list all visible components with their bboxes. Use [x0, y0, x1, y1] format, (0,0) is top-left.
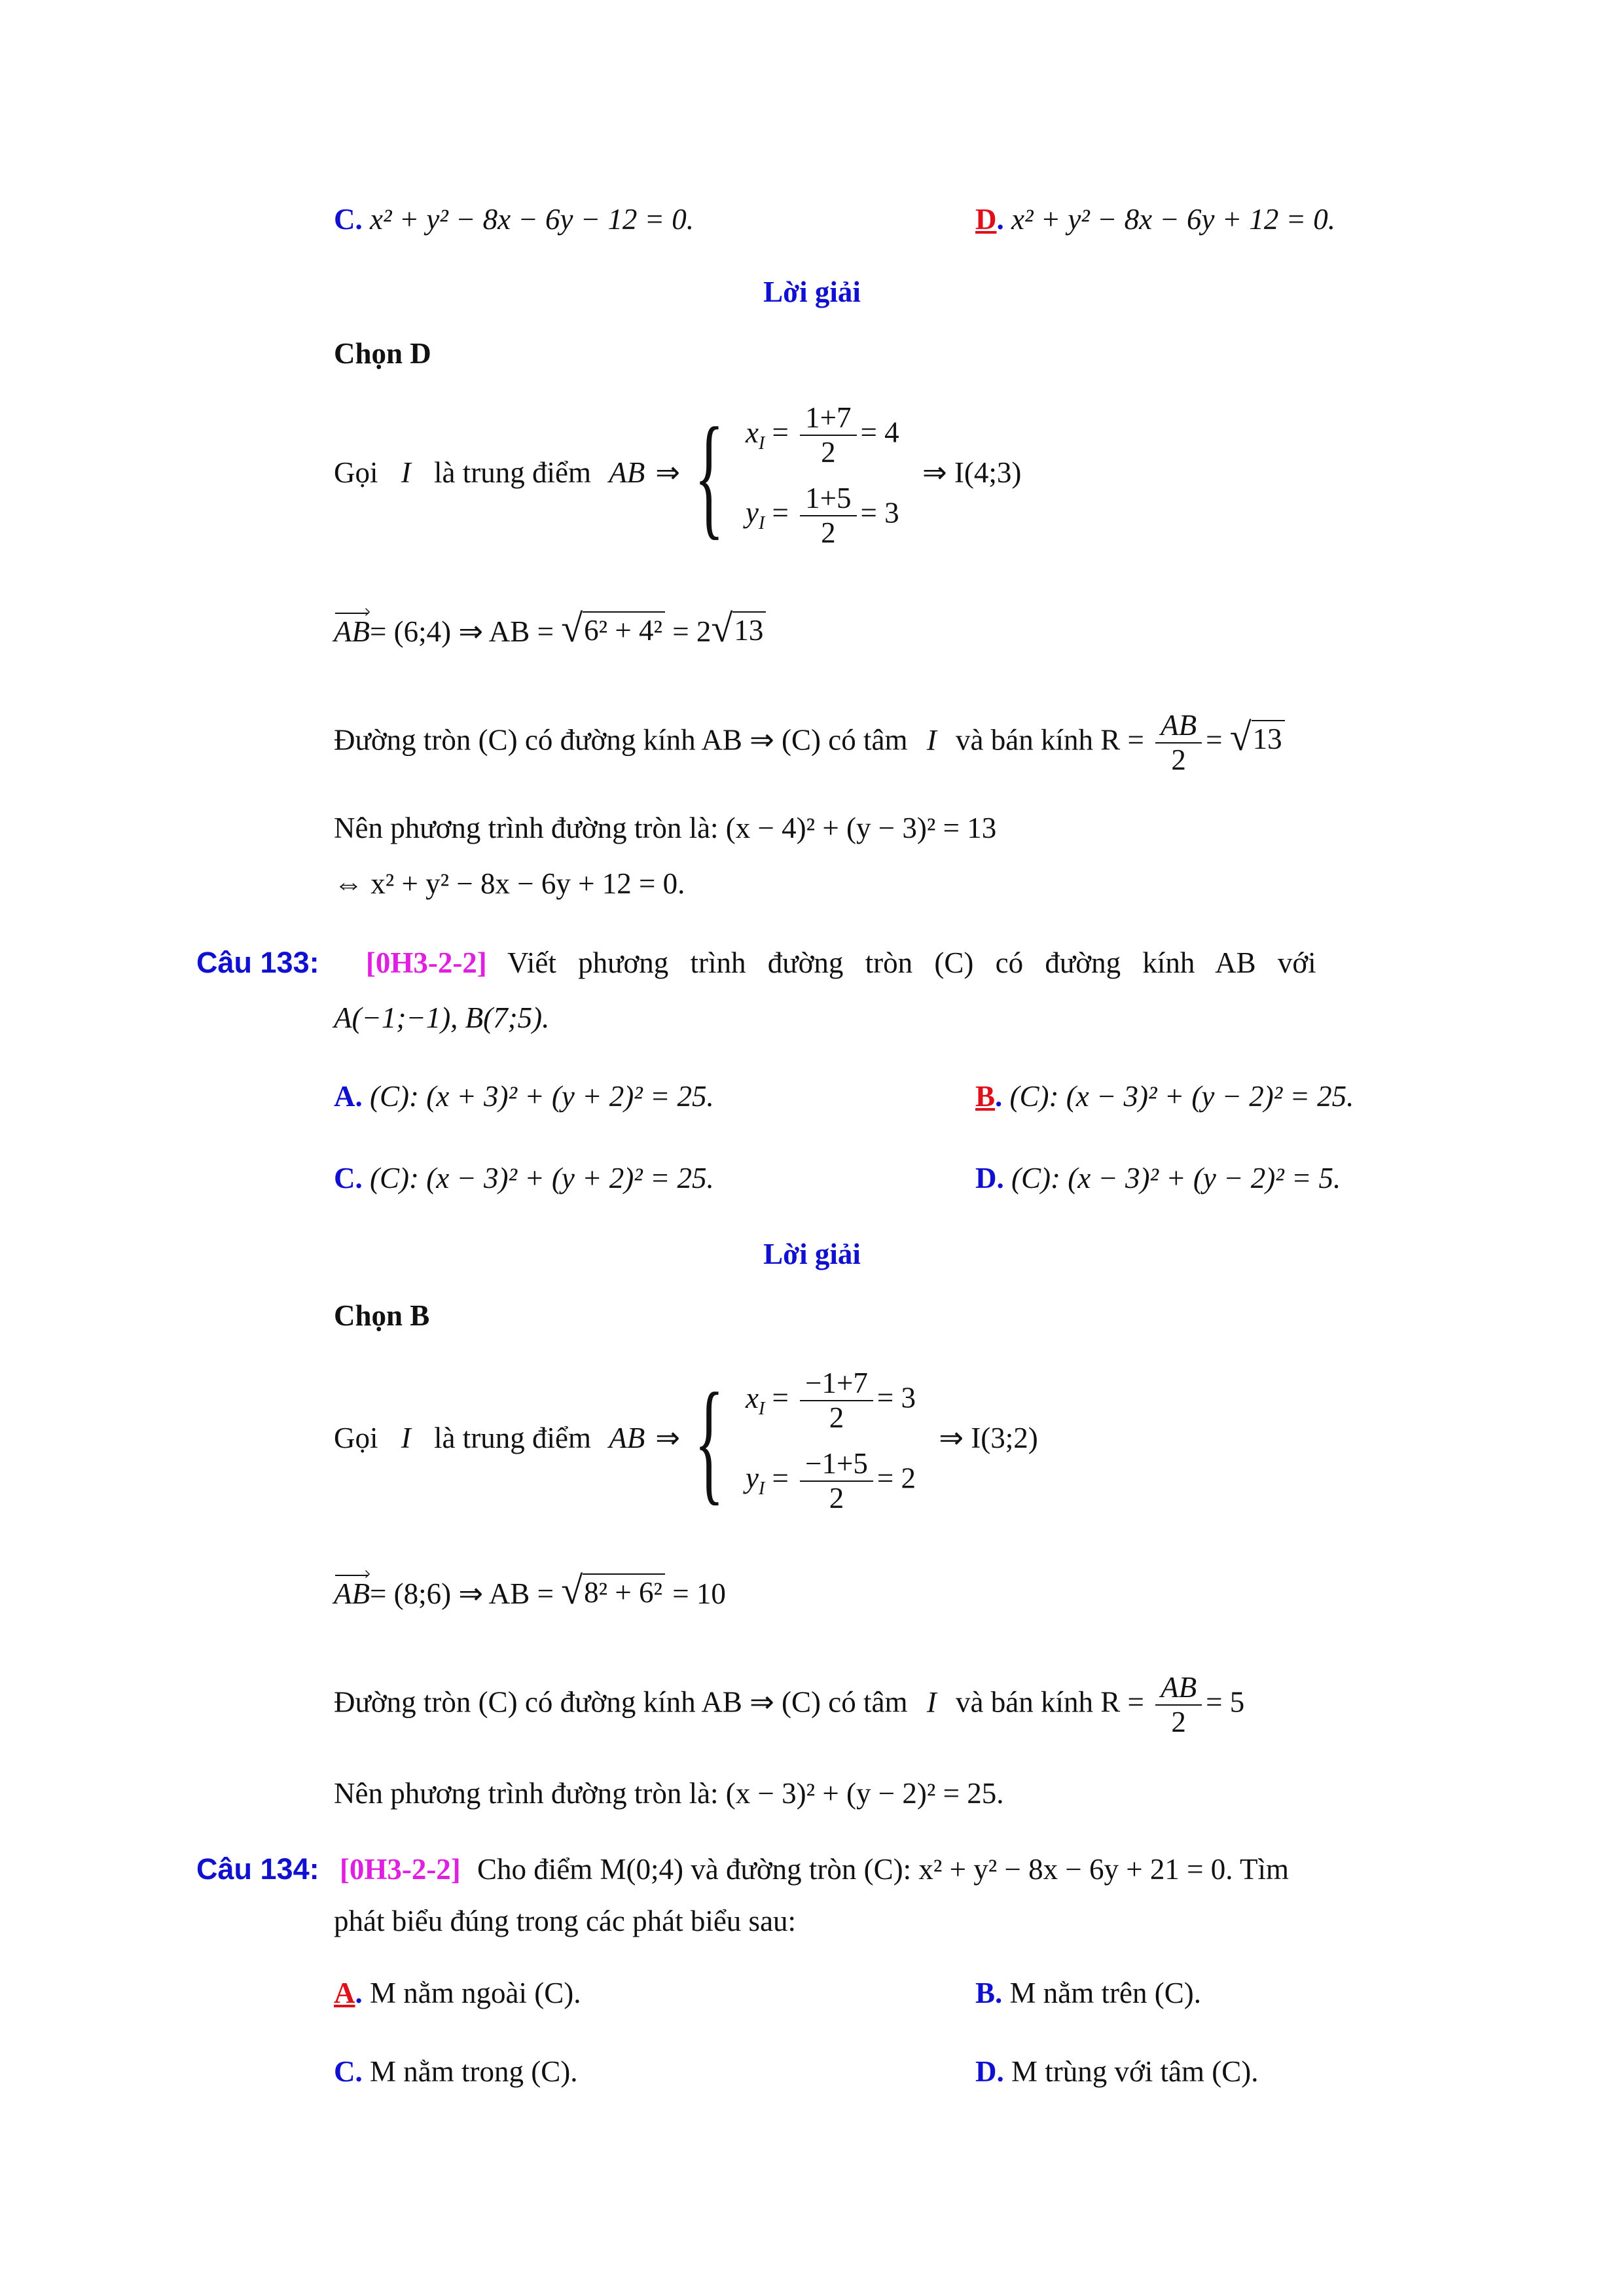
q133-option-b [975, 1080, 1354, 1114]
question-tag: [0H3-2-2] [365, 946, 487, 979]
q134-option-d [975, 2055, 1259, 2089]
xI-result: = 4 [860, 416, 899, 449]
trung-diem-text: là trung điểm [434, 456, 591, 489]
R-numerator: AB [1155, 1672, 1202, 1706]
xI-denominator: 2 [821, 436, 836, 469]
sqrt13-expression: √ 13 [711, 609, 766, 648]
option-equation: (C): (x + 3)² + (y + 2)² = 25. [370, 1080, 714, 1113]
yI-numerator: 1+5 [800, 483, 856, 516]
point-I: I [401, 1421, 411, 1454]
q133-option-d [975, 1162, 1341, 1196]
prev-option-c [334, 203, 694, 237]
option-equation: (C): (x − 3)² + (y − 2)² = 5. [1011, 1162, 1341, 1194]
solution-title: Lời giải [763, 276, 861, 308]
question-134-text-2: phát biểu đúng trong các phát biểu sau: [334, 1905, 797, 1937]
point-I: I [401, 456, 411, 489]
vector-result: = 2 [665, 615, 712, 648]
vector-calc: = (6;4) ⇒ AB = [369, 615, 562, 648]
solution-title: Lời giải [763, 1238, 861, 1270]
option-label: D. [975, 1162, 1004, 1194]
xI-numerator: 1+7 [800, 403, 856, 436]
yI-result: = 2 [876, 1462, 916, 1495]
coordinate-system: $x_I$ = $\frac{-1+7}{2}$ = 3 $y_I$ = $\frac{-1+5}{2}$ = 2 [745, 1367, 916, 1515]
circle-text-b: và bán kính R = [956, 723, 1144, 757]
sqrt-expression: √ 6² + 4² [561, 609, 665, 648]
question-133-header [196, 946, 1316, 980]
circle-equation-line: Nên phương trình đường tròn là: (x − 4)² + (y − 3)² = 13 [334, 812, 997, 844]
trung-diem-text: là trung điểm [434, 1421, 591, 1454]
midpoint-derivation: Gọi I là trung điểm AB ⇒ { $x_I$ = $\frac{1+7}{2}$ = 4 $y_I$ = $\frac{1+5}{2}$ = 3 ⇒ I(4;3) [334, 399, 1022, 552]
option-dot: . [995, 1080, 1003, 1113]
R-sqrt: √ 13 [1230, 717, 1285, 757]
question-134-header [196, 1852, 1289, 1887]
option-text: M nằm ngoài (C). [370, 1977, 581, 2009]
option-label: C. [334, 203, 363, 236]
segment-AB: AB [609, 1421, 645, 1454]
system-brace: { [694, 1365, 724, 1517]
option-equation: x² + y² − 8x − 6y − 12 = 0. [370, 203, 694, 236]
yI-numerator: −1+5 [800, 1448, 873, 1482]
goi-text: Gọi [334, 1421, 378, 1454]
question-133-points: A(−1;−1), B(7;5). [334, 1001, 550, 1034]
R-numerator: AB [1155, 710, 1202, 744]
center-I: I [926, 1685, 937, 1719]
option-text: M trùng với tâm (C). [1011, 2055, 1259, 2088]
option-equation: (C): (x − 3)² + (y + 2)² = 25. [370, 1162, 714, 1194]
radius-line [334, 1672, 1244, 1738]
R-denominator: 2 [1171, 744, 1186, 777]
vector-AB: AB [334, 615, 370, 648]
option-label: A. [334, 1080, 363, 1113]
choice-label: Chọn B [334, 1299, 430, 1332]
R-denominator: 2 [1171, 1706, 1186, 1739]
R-sqrt-content: 13 [1252, 720, 1285, 757]
segment-AB: AB [609, 456, 645, 489]
option-dot: . [996, 203, 1004, 236]
circle-text-a: Đường tròn (C) có đường kính AB ⇒ (C) có tâm [334, 1685, 908, 1719]
option-label-correct: B [975, 1080, 996, 1113]
midpoint-derivation: Gọi I là trung điểm AB ⇒ { $x_I$ = $\frac{-1+7}{2}$ = 3 $y_I$ = $\frac{-1+5}{2}$ = 2 ⇒ I(3;2) [334, 1365, 1038, 1517]
option-label: C. [334, 1162, 363, 1194]
yI-denominator: 2 [829, 1481, 844, 1515]
xI-denominator: 2 [829, 1401, 844, 1435]
R-eq: = 5 [1206, 1685, 1245, 1719]
option-label: B. [975, 1977, 1003, 2009]
q134-option-c [334, 2055, 577, 2089]
equivalent-equation-line: ⇔ x² + y² − 8x − 6y + 12 = 0. [334, 867, 685, 900]
option-text: M nằm trong (C). [370, 2055, 578, 2088]
vector-result: = 10 [665, 1577, 726, 1610]
question-tag: [0H3-2-2] [339, 1853, 461, 1886]
question-number: Câu 133: [196, 946, 319, 979]
sqrt13-content: 13 [732, 611, 766, 648]
option-label: D. [975, 2055, 1004, 2088]
midpoint-coordinate: ⇒ I(3;2) [939, 1421, 1038, 1454]
R-eq: = [1206, 723, 1230, 757]
vector-length-line [334, 609, 766, 649]
option-equation: (C): (x − 3)² + (y − 2)² = 25. [1009, 1080, 1354, 1113]
sqrt-expression: √ 8² + 6² [561, 1571, 665, 1610]
xI-numerator: −1+7 [800, 1368, 873, 1401]
question-text: Cho điểm M(0;4) và đường tròn (C): x² + y² − 8x − 6y + 21 = 0. Tìm [477, 1853, 1289, 1886]
question-number: Câu 134: [196, 1852, 319, 1886]
circle-equation-line: Nên phương trình đường tròn là: (x − 3)² + (y − 2)² = 25. [334, 1777, 1004, 1810]
circle-text-b: và bán kính R = [956, 1685, 1144, 1719]
goi-text: Gọi [334, 456, 378, 489]
sqrt-content: 6² + 4² [583, 611, 665, 648]
xI-result: = 3 [876, 1381, 916, 1414]
vector-calc: = (8;6) ⇒ AB = [369, 1577, 562, 1610]
choice-label: Chọn D [334, 337, 431, 370]
center-I: I [926, 723, 937, 757]
q134-option-a [334, 1977, 581, 2011]
midpoint-coordinate: ⇒ I(4;3) [922, 456, 1022, 489]
vector-length-line [334, 1571, 726, 1611]
radius-line [334, 710, 1285, 776]
option-dot: . [355, 1977, 363, 2009]
option-label: C. [334, 2055, 363, 2088]
option-label-correct: D [975, 203, 997, 236]
circle-text-a: Đường tròn (C) có đường kính AB ⇒ (C) có tâm [334, 723, 908, 757]
vector-AB: AB [334, 1577, 370, 1610]
system-brace: { [694, 399, 724, 552]
question-text: Viết phương trình đường tròn (C) có đường kính AB với [507, 946, 1316, 979]
option-text: M nằm trên (C). [1009, 1977, 1201, 2009]
prev-option-d [975, 203, 1335, 237]
option-label-correct: A [334, 1977, 355, 2009]
q134-option-b [975, 1977, 1201, 2011]
q133-option-c [334, 1162, 714, 1196]
yI-result: = 3 [860, 496, 899, 529]
yI-denominator: 2 [821, 516, 836, 549]
q133-option-a [334, 1080, 714, 1114]
option-equation: x² + y² − 8x − 6y + 12 = 0. [1011, 203, 1335, 236]
sqrt-content: 8² + 6² [583, 1573, 665, 1610]
coordinate-system: $x_I$ = $\frac{1+7}{2}$ = 4 $y_I$ = $\frac{1+5}{2}$ = 3 [745, 401, 899, 549]
